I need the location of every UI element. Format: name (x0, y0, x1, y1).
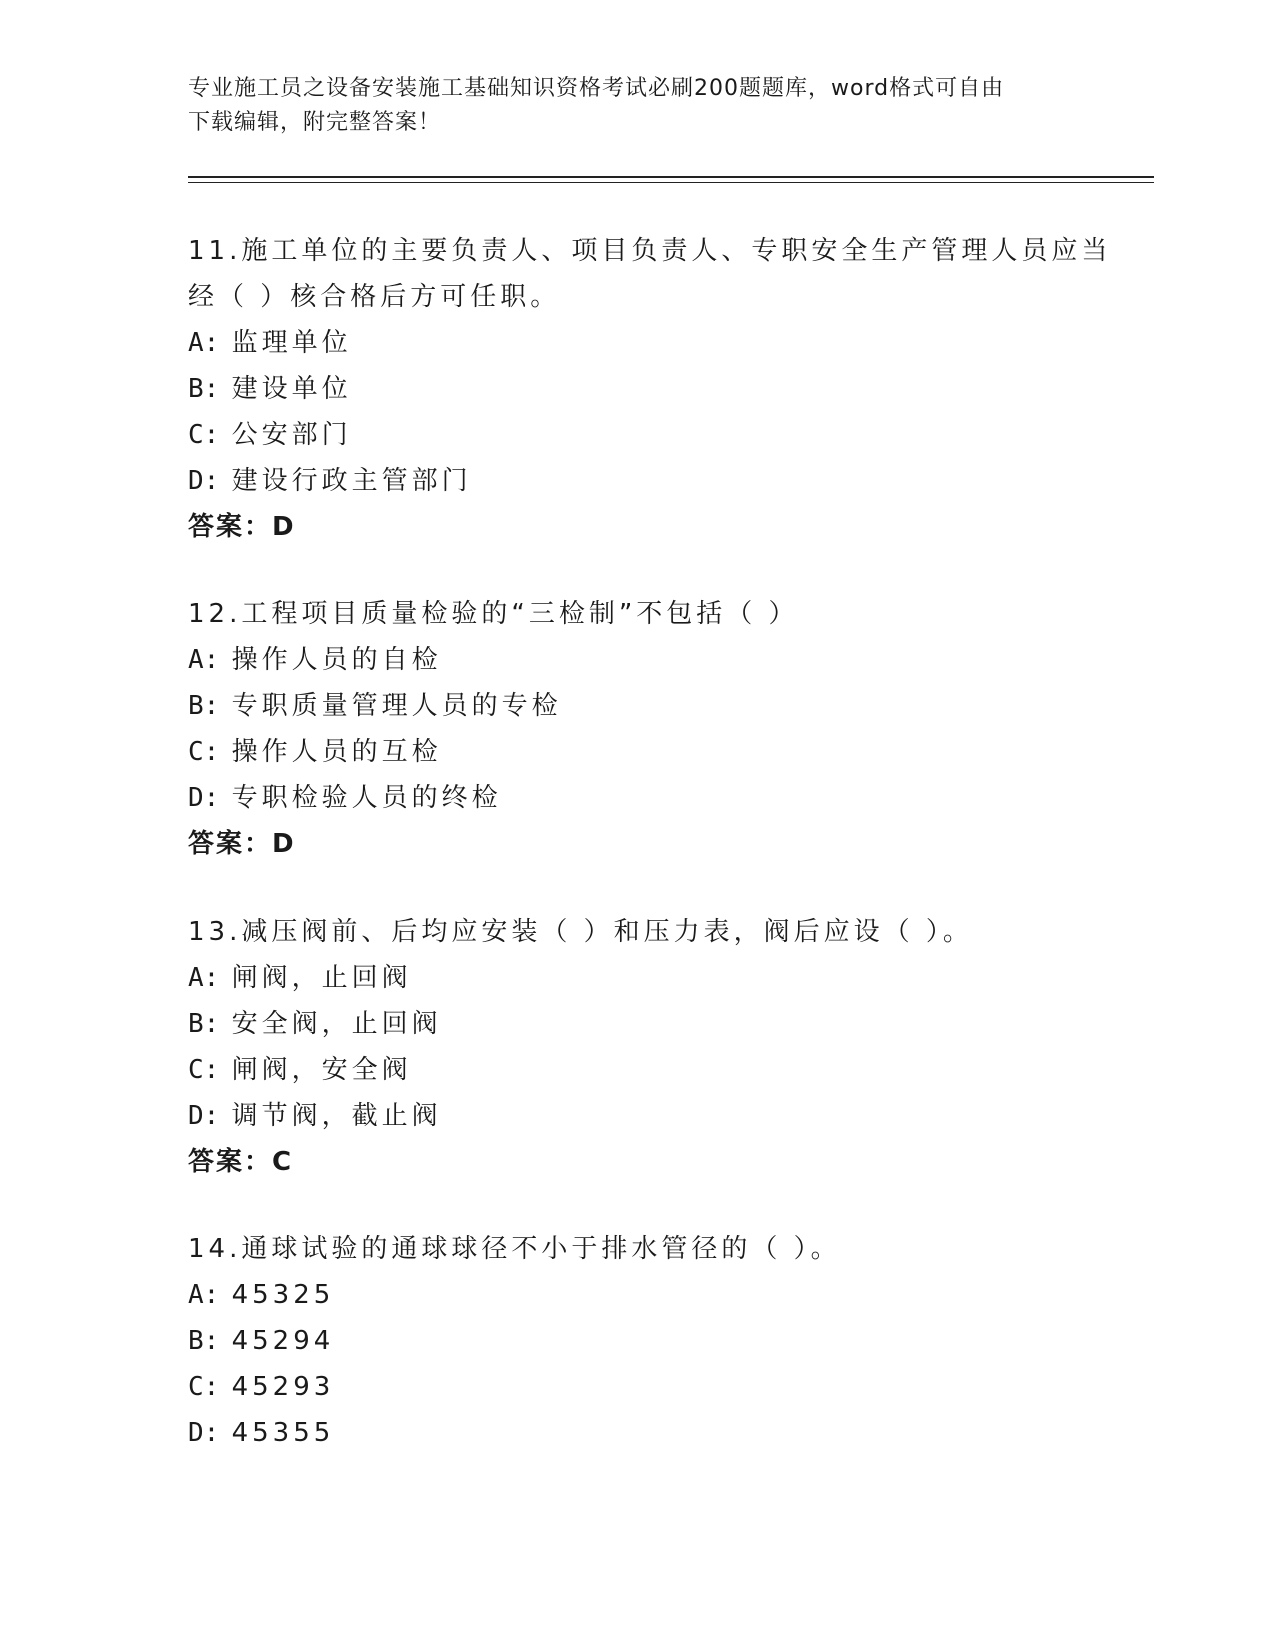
option-b (188, 366, 1088, 412)
option-d (188, 458, 1088, 504)
option-text: 监理单位 (231, 328, 352, 358)
option-text: 公安部门 (231, 420, 352, 450)
option-label: B: (188, 1009, 220, 1039)
option-label: A: (188, 1280, 220, 1310)
option-d (188, 1093, 1088, 1139)
option-label: D: (188, 466, 220, 496)
question-stem-line: 12.工程项目质量检验的“三检制”不包括（ ） (188, 599, 799, 629)
question-stem-line: 11.施工单位的主要负责人、项目负责人、专职安全生产管理人员应当 (188, 236, 1112, 266)
option-label: D: (188, 783, 220, 813)
option-label: C: (188, 737, 220, 767)
header-line-2: 下载编辑，附完整答案！ (188, 110, 442, 135)
question-stem-line: 13.减压阀前、后均应安装（ ）和压力表，阀后应设（ ）。 (188, 917, 973, 947)
header-divider-thick (188, 176, 1154, 178)
option-a (188, 320, 1088, 366)
option-a (188, 955, 1088, 1001)
document-header (188, 72, 1068, 140)
option-text: 专职质量管理人员的专检 (231, 691, 562, 721)
option-b (188, 1001, 1088, 1047)
option-label: D: (188, 1101, 220, 1131)
answer-line: 答案：D (188, 829, 296, 859)
option-label: A: (188, 963, 220, 993)
option-text: 45294 (231, 1326, 335, 1356)
option-text: 安全阀，止回阀 (231, 1009, 442, 1039)
question-stem-line: 经（ ）核合格后方可任职。 (188, 282, 561, 312)
option-label: B: (188, 691, 220, 721)
question-stem-line: 14.通球试验的通球球径不小于排水管径的（ ）。 (188, 1234, 841, 1264)
answer-line: 答案：D (188, 512, 296, 542)
option-c (188, 1047, 1088, 1093)
option-text: 专职检验人员的终检 (231, 783, 502, 813)
option-a (188, 1272, 1088, 1318)
option-text: 调节阀，截止阀 (231, 1101, 442, 1131)
option-b (188, 1318, 1088, 1364)
answer-line: 答案：C (188, 1147, 294, 1177)
header-line-1: 专业施工员之设备安装施工基础知识资格考试必刷200题题库，word格式可自由 (188, 76, 1005, 101)
option-label: B: (188, 374, 220, 404)
option-c (188, 412, 1088, 458)
option-d (188, 1410, 1088, 1456)
option-text: 操作人员的互检 (231, 737, 442, 767)
option-label: C: (188, 1055, 220, 1085)
option-label: A: (188, 645, 220, 675)
option-label: C: (188, 420, 220, 450)
option-label: D: (188, 1418, 220, 1448)
question-12 (188, 591, 1088, 867)
option-label: C: (188, 1372, 220, 1402)
option-text: 45293 (231, 1372, 335, 1402)
option-label: B: (188, 1326, 220, 1356)
question-13 (188, 909, 1088, 1185)
option-d (188, 775, 1088, 821)
option-text: 45355 (231, 1418, 335, 1448)
option-c (188, 1364, 1088, 1410)
option-text: 闸阀，止回阀 (231, 963, 412, 993)
option-b (188, 683, 1088, 729)
option-c (188, 729, 1088, 775)
option-text: 建设行政主管部门 (231, 466, 472, 496)
option-text: 操作人员的自检 (231, 645, 442, 675)
option-text: 45325 (231, 1280, 335, 1310)
option-label: A: (188, 328, 220, 358)
question-14 (188, 1226, 1088, 1456)
header-divider-thin (188, 182, 1154, 183)
option-text: 建设单位 (231, 374, 352, 404)
option-a (188, 637, 1088, 683)
option-text: 闸阀，安全阀 (231, 1055, 412, 1085)
question-11 (188, 228, 1112, 550)
